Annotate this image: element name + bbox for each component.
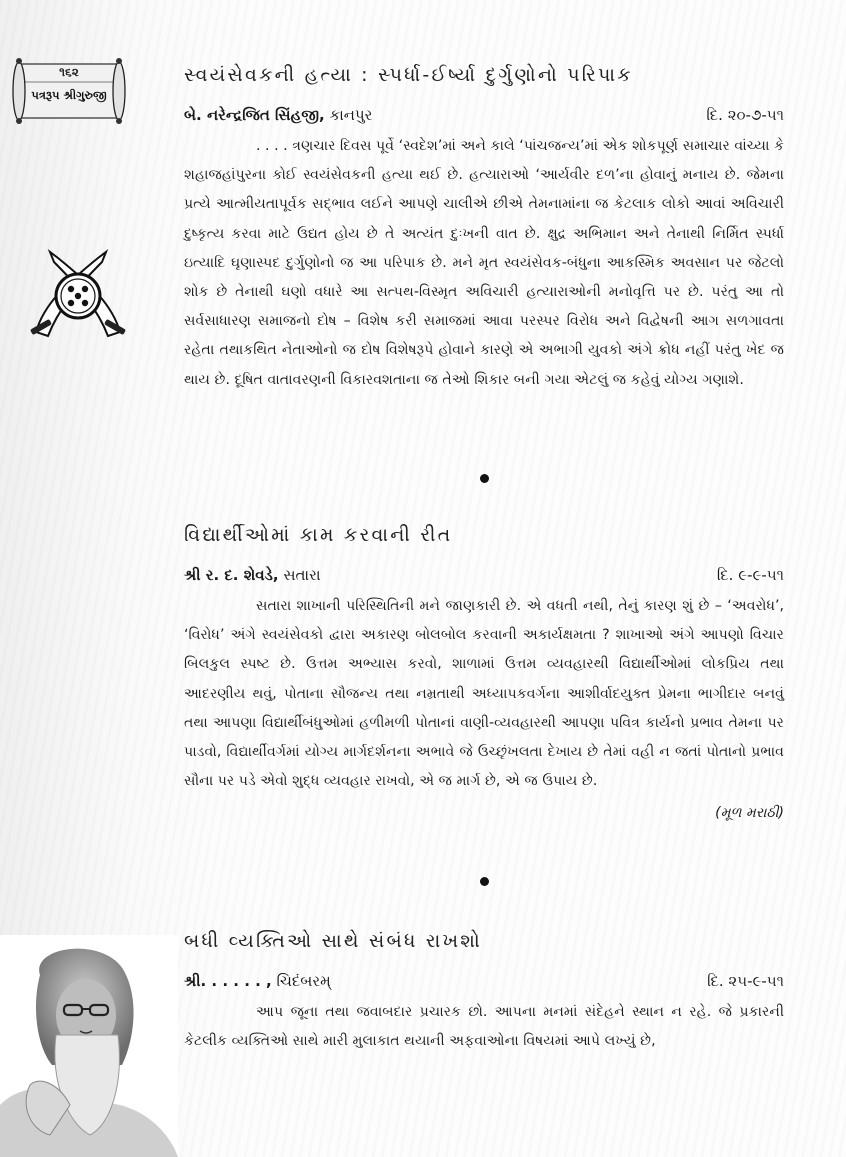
section-divider-bullet [480,877,489,886]
letter-title: બધી વ્યક્તિઓ સાથે સંબંધ રાખશો [184,930,482,952]
letter-recipient [184,562,321,588]
letter [184,522,784,826]
recipient-place: કાનપુર [324,106,373,124]
letter-recipient [184,968,331,994]
letter-date: દિ. ૨૫-૯-૫૧ [707,972,784,990]
letter-body: સતારા શાખાની પરિસ્થિતિની મને જાણકારી છે. એ વધતી નથી, તેનું કારણ શું છે – ‘અવરોધ’, ‘વિરોધ’ અંગે સ્વયંસેવકો દ્વારા અકારણ બોલબોલ કરવાની અકાર્યક્ષમતા ? શાખાઓ અંગે આપણો વિચાર બિલકુલ સ્પષ્ટ છે. ઉત્તમ અભ્યાસ કરવો, શાળામાં ઉત્તમ વ્યવહારથી વિદ્યાર્થીઓમાં લોકપ્રિય તથા આદરણીય થવું, પોતાના સૌજન્ય તથા નમ્રતાથી અધ્યાપકવર્ગના આશીર્વાદયુક્ત પ્રેમના ભાગીદાર બનવું તથા આપણા વિદ્યાર્થીબંધુઓમાં હળીમળી પોતાનાં વાણી-વ્યવહારથી આપણા પવિત્ર કાર્યનો પ્રભાવ તેમના પર પાડવો, વિદ્યાર્થીવર્ગમાં યોગ્ય માર્ગદર્શનના અભાવે જે ઉચ્છૃંખલતા દેખાય છે તેમાં વહી ન જતાં પોતાનો પ્રભાવ સૌના પર પડે એવો શુદ્ધ વ્યવહાર રાખવો, એ જ માર્ગ છે, એ જ ઉપાય છે. [184,598,784,790]
letter-body: આપ જૂના તથા જવાબદાર પ્રચારક છો. આપના મનમાં સંદેહને સ્થાન ન રહે. જે પ્રકારની કેટલીક વ્યક્તિઓ સાથે મારી મુલાકાત થયાની અફવાઓના વિષયમાં આપે લખ્યું છે, [184,1004,784,1050]
page-header-scroll [10,58,128,124]
letter-date: દિ. ૨૦-૭-૫૧ [706,106,784,124]
letter-meta [184,968,784,994]
guruji-portrait [0,935,178,1157]
crossed-swords-shield-icon [26,244,130,340]
letter-date: દિ. ૯-૯-૫૧ [716,566,784,584]
letter [184,928,784,1056]
recipient-name: બે. નરેન્દ્રજિત સિંહજી, [184,106,325,124]
recipient-name: શ્રી. . . . . . , [184,972,272,990]
letter-body: . . . . ત્રણચાર દિવસ પૂર્વે ‘સ્વદેશ’માં અને કાલે ‘પાંચજન્ય’માં એક શોકપૂર્ણ સમાચાર વાંચ્યા કે શહાજહાંપુરના કોઈ સ્વયંસેવકની હત્યા થઈ છે. હત્યારાઓ ‘આર્યવીર દળ’ના હોવાનું મનાય છે. જેમના પ્રત્યે આત્મીયતાપૂર્વક સદ્ભાવ લઈને આપણે ચાલીએ છીએ તેમનામાંના જ કેટલાક લોકો આવાં અવિચારી દુષ્કૃત્ય કરવા માટે ઉદ્યત હોય છે તે અત્યંત દુઃખની વાત છે. ક્ષુદ્ર અભિમાન અને તેનાથી નિર્મિત સ્પર્ધા ઇત્યાદિ ઘૃણાસ્પદ દુર્ગુણોનો જ આ પરિપાક છે. મને મૃત સ્વયંસેવક-બંધુના આકસ્મિક અવસાન પર જેટલો શોક છે તેનાથી ઘણો વધારે આ સત્પથ-વિસ્મૃત અવિચારી હત્યારાઓની મનોવૃત્તિ પર છે. પરંતુ આ તો સર્વસાધારણ સમાજનો દોષ – વિશેષ કરી સમાજમાં આવા પરસ્પર વિરોધ અને વિદ્વેષની આગ સળગાવતા રહેતા તથાકથિત નેતાઓનો જ દોષ વિશેષરૂપે હોવાને કારણે એ અભાગી યુવકો અંગે ક્રોધ નહીં પરંતુ ખેદ જ થાય છે. દૂષિત વાતાવરણની વિકારવશતાના જ તેઓ શિકાર બની ગયા એટલું જ કહેવું યોગ્ય ગણાશે. [184,138,784,388]
letter-meta [184,562,784,588]
recipient-name: શ્રી ર. દ. શેવડે, [184,566,279,584]
recipient-place: ચિદંબરમ્ [271,972,331,990]
section-divider-bullet [480,474,489,483]
letter-recipient [184,102,372,128]
letter-note: (મૂળ મરાઠી) [715,805,784,822]
letter-title: વિદ્યાર્થીઓમાં કામ કરવાની રીત [184,524,453,546]
letter [184,62,784,395]
book-label: પત્રરૂપ શ્રીગુરુજી [31,88,107,102]
letter-title: સ્વયંસેવકની હત્યા : સ્પર્ધા-ઈર્ષ્યા દુર્ગુણોનો પરિપાક [184,64,633,86]
page-number: ૧૬૨ [59,65,79,79]
letter-meta [184,102,784,128]
recipient-place: સતારા [278,566,321,584]
